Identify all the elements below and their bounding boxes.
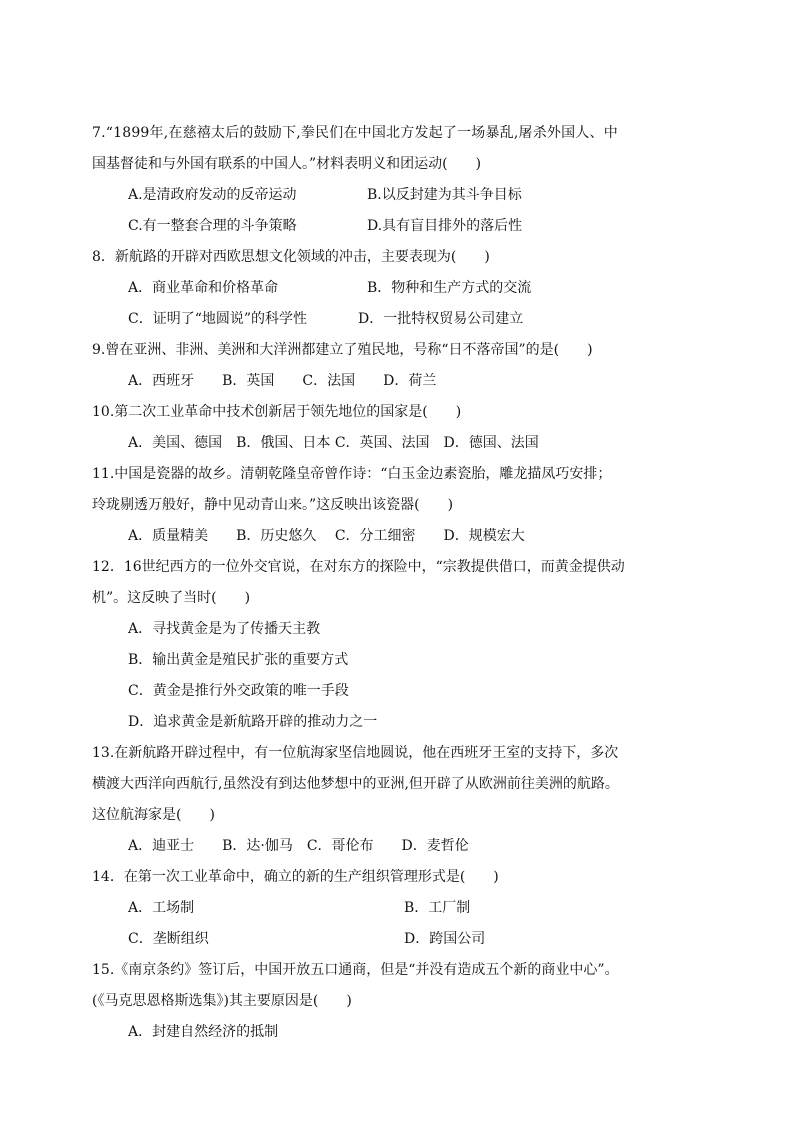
question-12-line-2: 机”。这反映了当时( ) bbox=[92, 590, 251, 606]
question-11-line-2: 玲珑剔透万般好，静中见动青山来。”这反映出该瓷器( ) bbox=[92, 497, 454, 513]
question-9-options: A．西班牙 B．英国 C．法国 D．荷兰 bbox=[128, 373, 437, 389]
question-15-line-2: (《马克思恩格斯选集》)其主要原因是( ) bbox=[92, 993, 352, 1009]
question-12-line-1: 12．16世纪西方的一位外交官说，在对东方的探险中，“宗教提供借口，而黄金提供动 bbox=[92, 559, 625, 575]
question-8-option-d: D．一批特权贸易公司建立 bbox=[358, 311, 524, 327]
question-8-stem: 8．新航路的开辟对西欧思想文化领域的冲击，主要表现为( ) bbox=[92, 249, 490, 265]
question-11-line-1: 11.中国是瓷器的故乡。清朝乾隆皇帝曾作诗：“白玉金边素瓷胎，雕龙描凤巧安排； bbox=[92, 466, 612, 482]
question-8-option-c: C．证明了“地圆说”的科学性 bbox=[128, 311, 308, 327]
question-7-option-a: A.是清政府发动的反帝运动 bbox=[128, 187, 297, 203]
question-14-stem: 14．在第一次工业革命中，确立的新的生产组织管理形式是( ) bbox=[92, 869, 499, 885]
question-14-option-d: D．跨国公司 bbox=[404, 931, 486, 947]
question-10-stem: 10.第二次工业革命中技术创新居于领先地位的国家是( ) bbox=[92, 404, 462, 420]
question-7-line-1: 7.“1899年,在慈禧太后的鼓励下,拳民们在中国北方发起了一场暴乱,屠杀外国人、中 bbox=[92, 125, 618, 141]
question-7-option-b: B.以反封建为其斗争目标 bbox=[367, 187, 522, 203]
question-11-options: A．质量精美 B．历史悠久 C．分工细密 D．规模宏大 bbox=[128, 528, 525, 544]
question-12-option-b: B．输出黄金是殖民扩张的重要方式 bbox=[128, 652, 349, 668]
question-12-option-c: C．黄金是推行外交政策的唯一手段 bbox=[128, 683, 349, 699]
question-8-option-b: B．物种和生产方式的交流 bbox=[367, 280, 532, 296]
question-13-line-2: 横渡大西洋向西航行,虽然没有到达他梦想中的亚洲,但开辟了从欧洲前往美洲的航路。 bbox=[92, 776, 619, 792]
question-8-option-a: A．商业革命和价格革命 bbox=[128, 280, 279, 296]
question-13-line-1: 13.在新航路开辟过程中，有一位航海家坚信地圆说，他在西班牙王室的支持下，多次 bbox=[92, 745, 619, 761]
question-15-option-a: A．封建自然经济的抵制 bbox=[128, 1024, 279, 1040]
question-12-option-a: A．寻找黄金是为了传播天主教 bbox=[128, 621, 321, 637]
question-14-option-b: B．工厂制 bbox=[404, 900, 471, 916]
question-9-stem: 9.曾在亚洲、非洲、美洲和大洋洲都建立了殖民地，号称“日不落帝国”的是( ) bbox=[92, 342, 593, 358]
question-14-option-a: A．工场制 bbox=[128, 900, 195, 916]
question-7-line-2: 国基督徒和与外国有联系的中国人。”材料表明义和团运动( ) bbox=[92, 156, 482, 172]
question-12-option-d: D．追求黄金是新航路开辟的推动力之一 bbox=[128, 714, 378, 730]
question-15-line-1: 15.《南京条约》签订后，中国开放五口通商，但是“并没有造成五个新的商业中心”。 bbox=[92, 962, 619, 978]
question-13-line-3: 这位航海家是( ) bbox=[92, 807, 215, 823]
question-10-options: A．美国、德国 B．俄国、日本 C．英国、法国 D．德国、法国 bbox=[128, 435, 539, 451]
question-7-option-c: C.有一整套合理的斗争策略 bbox=[128, 218, 297, 234]
question-13-options: A．迪亚士 B．达·伽马 C．哥伦布 D．麦哲伦 bbox=[128, 838, 469, 854]
question-7-option-d: D.具有盲目排外的落后性 bbox=[367, 218, 523, 234]
question-14-option-c: C．垄断组织 bbox=[128, 931, 209, 947]
